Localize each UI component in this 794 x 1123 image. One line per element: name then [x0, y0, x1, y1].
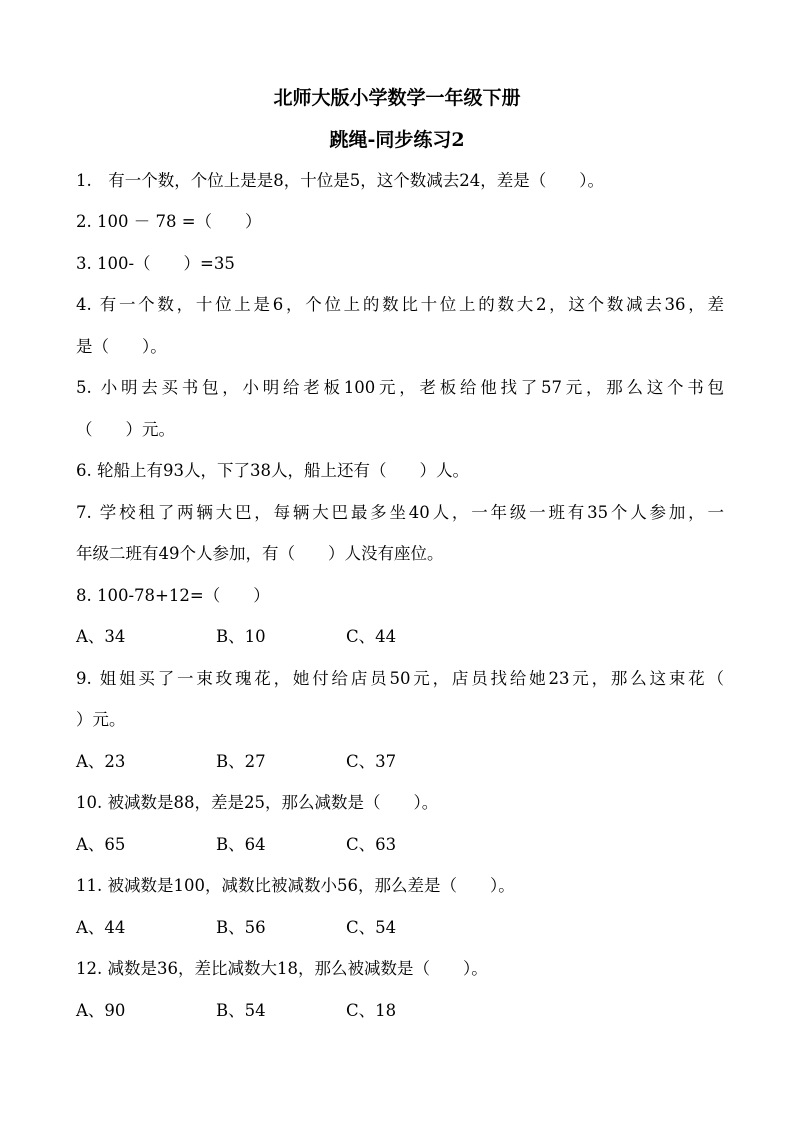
question-1: 1. 有一个数，个位上是是8，十位是5，这个数减去24，差是（ ）。	[76, 171, 604, 190]
option-a: A、65	[76, 835, 126, 854]
option-b: B、54	[216, 1001, 266, 1020]
question-9-options	[76, 751, 724, 773]
question-4-line-2: 是（ ）。	[76, 337, 167, 356]
option-a: A、23	[76, 752, 126, 771]
question-5-line-2: （ ）元。	[76, 420, 175, 439]
question-8-options	[76, 626, 724, 648]
question-7-line-1: 7. 学校租了两辆大巴，每辆大巴最多坐40人，一年级一班有35个人参加，一	[76, 503, 724, 522]
question-12-options	[76, 1000, 724, 1022]
option-c: C、37	[346, 752, 397, 771]
option-c: C、18	[346, 1001, 397, 1020]
option-b: B、64	[216, 835, 266, 854]
question-8: 8. 100-78+12=（ ）	[76, 586, 270, 605]
option-c: C、44	[346, 627, 397, 646]
option-a: A、90	[76, 1001, 126, 1020]
question-9-line-1: 9. 姐姐买了一束玫瑰花，她付给店员50元，店员找给她23元，那么这束花（	[76, 669, 724, 688]
question-12: 12. 减数是36，差比减数大18，那么被减数是（ ）。	[76, 959, 488, 978]
question-7-line-2: 年级二班有49个人参加，有（ ）人没有座位。	[76, 544, 444, 563]
question-9-line-2: ）元。	[76, 710, 126, 729]
option-c: C、54	[346, 918, 397, 937]
question-11-options	[76, 917, 724, 939]
question-6: 6. 轮船上有93人，下了38人，船上还有（ ）人。	[76, 461, 469, 480]
question-3: 3. 100-（ ）=35	[76, 254, 235, 273]
page-title: 北师大版小学数学一年级下册	[273, 87, 521, 109]
question-4-line-1: 4. 有一个数，十位上是6，个位上的数比十位上的数大2，这个数减去36，差	[76, 295, 724, 314]
question-5-line-1: 5. 小明去买书包，小明给老板100元，老板给他找了57元，那么这个书包	[76, 378, 724, 397]
option-a: A、34	[76, 627, 126, 646]
question-2: 2. 100 － 78 =（ ）	[76, 212, 262, 231]
option-a: A、44	[76, 918, 126, 937]
option-b: B、10	[216, 627, 266, 646]
option-b: B、27	[216, 752, 266, 771]
question-10-options	[76, 834, 724, 856]
option-c: C、63	[346, 835, 397, 854]
option-b: B、56	[216, 918, 266, 937]
page-subtitle: 跳绳-同步练习2	[329, 129, 465, 151]
question-11: 11. 被减数是100，减数比被减数小56，那么差是（ ）。	[76, 876, 515, 895]
question-10: 10. 被减数是88，差是25，那么减数是（ ）。	[76, 793, 439, 812]
